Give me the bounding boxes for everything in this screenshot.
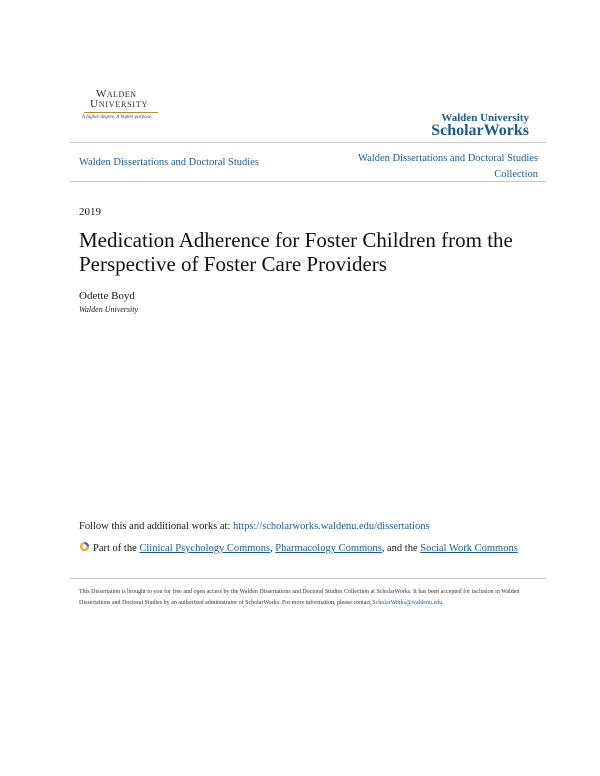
top-divider xyxy=(70,142,546,143)
collection-link[interactable]: Walden Dissertations and Doctoral Studies xyxy=(79,157,259,168)
access-notice xyxy=(79,587,539,609)
logo-tagline: A higher degree. A higher purpose. xyxy=(82,115,153,120)
part-of-prefix: Part of the xyxy=(93,543,140,554)
part-of-line xyxy=(79,541,519,556)
contact-email-link[interactable]: ScholarWorks@waldenu.edu xyxy=(372,600,443,606)
pharmacology-commons-link[interactable]: Pharmacology Commons xyxy=(275,543,382,554)
logo-line2: University xyxy=(90,98,149,110)
collection-full-link-line2: Collection xyxy=(494,169,538,180)
header-divider xyxy=(70,181,546,182)
clinical-psychology-commons-link[interactable]: Clinical Psychology Commons xyxy=(139,543,271,554)
author-name[interactable]: Odette Boyd xyxy=(79,290,135,302)
social-work-commons-link[interactable]: Social Work Commons xyxy=(420,543,518,554)
access-notice-suffix: . xyxy=(442,600,444,606)
document-title: Medication Adherence for Foster Children from the Perspective of Foster Care Providers xyxy=(79,228,513,276)
footer-divider xyxy=(70,578,546,579)
logo-line1: Walden xyxy=(96,88,137,100)
part-of-sep2: , and the xyxy=(381,543,421,554)
walden-logo xyxy=(80,88,170,128)
brand-scholarworks[interactable]: ScholarWorks xyxy=(431,122,529,139)
collection-full-link-line1: Walden Dissertations and Doctoral Studies xyxy=(358,153,538,164)
dissertations-url-link[interactable]: https://scholarworks.waldenu.edu/dissertations xyxy=(233,521,430,532)
collection-full-link[interactable] xyxy=(298,151,538,183)
follow-prefix: Follow this and additional works at: xyxy=(79,521,233,532)
logo-rule xyxy=(84,112,158,113)
part-of-sep1: , xyxy=(270,543,276,554)
brand-university[interactable]: Walden University xyxy=(441,112,529,124)
publication-year: 2019 xyxy=(79,206,101,218)
commons-network-icon xyxy=(79,541,90,552)
author-affiliation: Walden University xyxy=(79,305,139,314)
access-notice-text: This Dissertation is brought to you for free and open access by the Walden Dissertations and Doctoral Studies Collection at ScholarWorks. It has been accepted for inclusion in Walden Dissertations and Doctoral Studies by an authorized administrator of ScholarWorks. For more information, please contact xyxy=(79,589,520,606)
follow-line xyxy=(79,521,430,532)
